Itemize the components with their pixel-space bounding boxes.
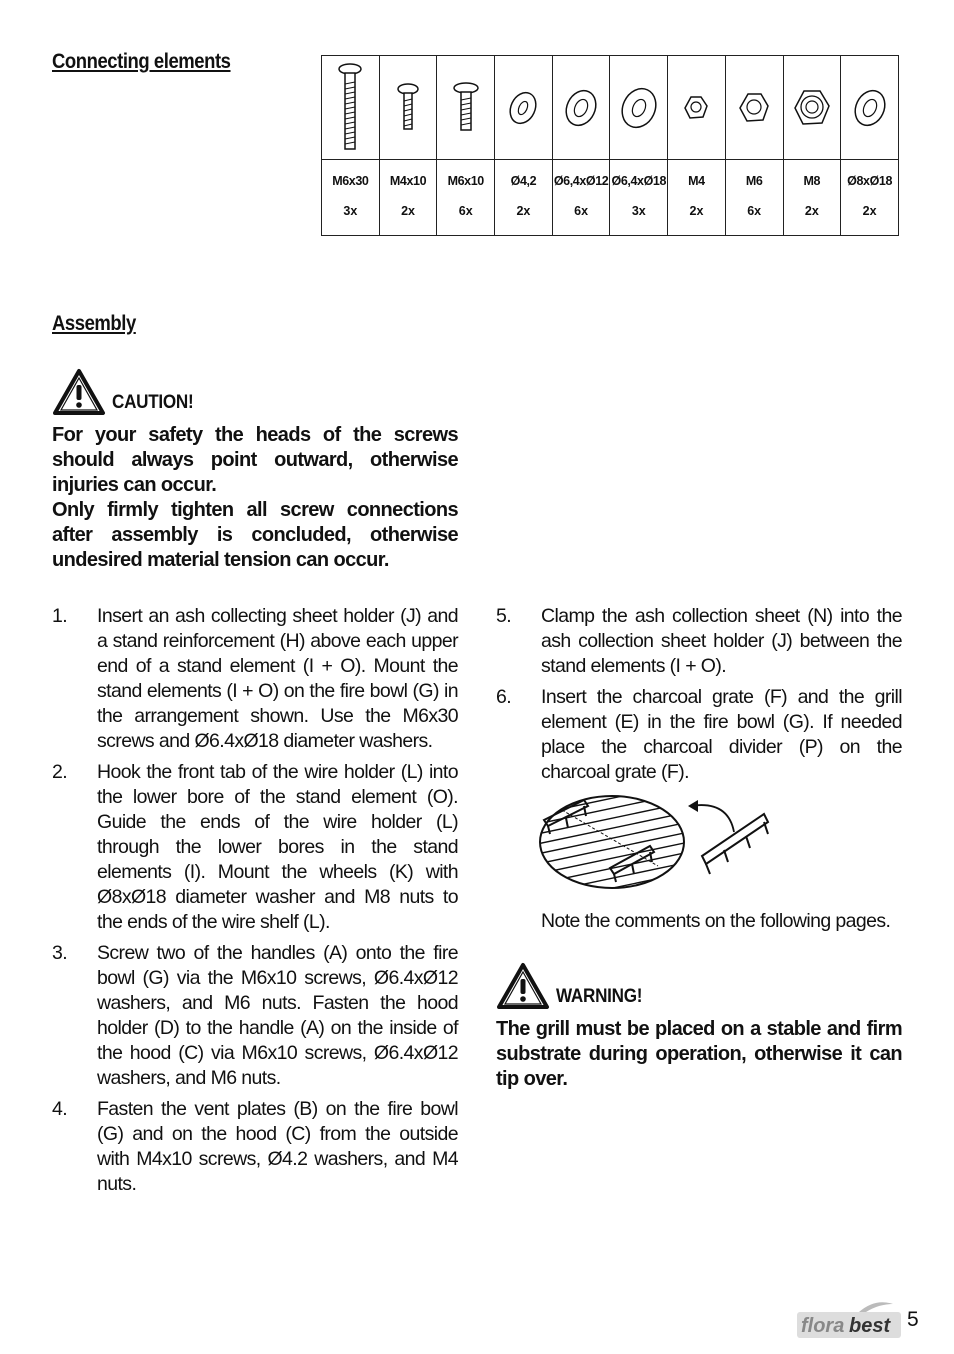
list-item xyxy=(52,941,458,1091)
part-qty: 6x xyxy=(458,204,473,218)
step-text: Insert an ash collecting sheet holder (J) and a stand reinforcement (H) above each upper end of a stand element (I + O). Mount the stand elements (I + O) on the fire bowl (G) in the arrangement shown. Use the M6x30 screws and Ø6.4xØ18 diameter washers. xyxy=(97,605,458,752)
list-item xyxy=(52,760,458,935)
warning-text xyxy=(496,1017,902,1092)
washer-medium-icon xyxy=(563,86,599,130)
warning-triangle-icon xyxy=(496,962,550,1010)
step-text: Fasten the vent plates (B) on the fire bowl (G) and on the hood (C) from the outside with M4x10 screws, Ø4.2 washers, and M4 nuts. xyxy=(97,1098,458,1195)
page-number: 5 xyxy=(907,1308,919,1331)
assembly-steps-left xyxy=(52,604,458,1203)
connecting-elements-table xyxy=(321,55,899,236)
part-qty: 6x xyxy=(747,204,762,218)
part-size: M6x30 xyxy=(332,174,369,188)
caution-paragraph: For your safety the heads of the screws should always point outward, otherwise injuries can occur. xyxy=(52,424,458,496)
part-qty: 6x xyxy=(574,204,589,218)
step-number: 4. xyxy=(52,1098,68,1120)
part-image-cell xyxy=(379,56,437,160)
part-size: M8 xyxy=(803,174,821,188)
washer-large-icon xyxy=(619,84,659,132)
assembly-steps-right xyxy=(496,604,902,791)
page-footer xyxy=(797,1300,919,1340)
part-label-cell xyxy=(322,160,380,236)
part-image-cell xyxy=(322,56,380,160)
part-size: Ø4,2 xyxy=(510,174,537,188)
part-size: M6x10 xyxy=(447,174,484,188)
step-number: 5. xyxy=(496,605,512,627)
assembly-heading: Assembly xyxy=(52,312,136,335)
part-qty: 2x xyxy=(401,204,415,218)
part-image-cell xyxy=(437,56,495,160)
list-item xyxy=(496,604,902,679)
note-text: Note the comments on the following pages. xyxy=(541,910,891,932)
part-size: M4 xyxy=(688,174,705,188)
part-image-cell xyxy=(841,56,899,160)
charcoal-grate-illustration xyxy=(538,778,778,898)
list-item xyxy=(52,604,458,754)
bolt-long-icon xyxy=(338,62,362,154)
warning-paragraph: The grill must be placed on a stable and firm substrate during operation, otherwise it can tip over. xyxy=(496,1018,902,1090)
part-size: Ø6,4xØ12 xyxy=(553,174,609,188)
warning-title: WARNING! xyxy=(556,986,643,1007)
part-label-cell xyxy=(437,160,495,236)
screw-medium-icon xyxy=(453,82,479,134)
washer-small-icon xyxy=(507,88,539,128)
part-qty: 2x xyxy=(804,204,819,218)
list-item xyxy=(52,1097,458,1197)
part-image-cell xyxy=(610,56,668,160)
part-size: Ø6,4xØ18 xyxy=(611,174,667,188)
nut-small-icon xyxy=(682,94,710,122)
connecting-elements-heading: Connecting elements xyxy=(52,50,231,73)
part-label-cell xyxy=(610,160,668,236)
part-image-cell xyxy=(725,56,783,160)
caution-paragraph: Only firmly tighten all screw connections after assembly is concluded, otherwise undesired material tension can occur. xyxy=(52,499,458,571)
warning-header xyxy=(496,962,652,1010)
part-qty: 3x xyxy=(631,204,646,218)
part-qty: 2x xyxy=(862,204,877,218)
logo-text-best: best xyxy=(849,1315,891,1337)
caution-header xyxy=(52,368,202,416)
part-label-cell xyxy=(495,160,553,236)
list-item xyxy=(496,685,902,785)
part-label-cell xyxy=(379,160,437,236)
step-number: 1. xyxy=(52,605,68,627)
caution-title: CAUTION! xyxy=(112,392,194,413)
step-text: Screw two of the handles (A) onto the fire bowl (G) via the M6x10 screws, Ø6.4xØ12 washers, and M6 nuts. Fasten the hood holder (D) to the handle (A) on the inside of the hood (C) via M6x10 screws, Ø6.4xØ12 washers, and M6 nuts. xyxy=(97,942,458,1089)
logo-text-flora: flora xyxy=(801,1315,845,1337)
part-label-cell xyxy=(668,160,726,236)
step-text: Hook the front tab of the wire holder (L) into the lower bore of the stand element (O). Guide the ends of the wire holder (L) through the lower bores in the stand elements (I). Mount the wheels (K) with Ø8xØ18 diameter washer and M8 nuts to the ends of the wire shelf (L). xyxy=(97,761,458,933)
part-qty: 3x xyxy=(343,204,358,218)
nut-medium-icon xyxy=(737,91,771,125)
part-size: M6 xyxy=(745,174,763,188)
part-label-cell xyxy=(841,160,899,236)
part-image-cell xyxy=(668,56,726,160)
part-image-cell xyxy=(783,56,841,160)
locknut-icon xyxy=(792,88,832,128)
part-qty: 2x xyxy=(689,204,704,218)
part-image-cell xyxy=(495,56,553,160)
step-text: Clamp the ash collection sheet (N) into the ash collection sheet holder (J) between the stand elements (I + O). xyxy=(541,605,902,677)
part-image-cell xyxy=(552,56,610,160)
part-label-cell xyxy=(783,160,841,236)
caution-text xyxy=(52,423,458,573)
part-label-cell xyxy=(725,160,783,236)
step-text: Insert the charcoal grate (F) and the grill element (E) in the fire bowl (G). If needed place the charcoal divider (P) on the charcoal grate (F). xyxy=(541,686,902,783)
step-number: 3. xyxy=(52,942,68,964)
part-label-cell xyxy=(552,160,610,236)
part-size: M4x10 xyxy=(389,174,427,188)
part-size: Ø8xØ18 xyxy=(847,174,893,188)
warning-triangle-icon xyxy=(52,368,106,416)
step-number: 6. xyxy=(496,686,512,708)
step-number: 2. xyxy=(52,761,68,783)
screw-small-icon xyxy=(397,83,419,133)
part-qty: 2x xyxy=(516,204,531,218)
florabest-logo xyxy=(797,1300,901,1340)
washer-icon xyxy=(852,86,888,130)
